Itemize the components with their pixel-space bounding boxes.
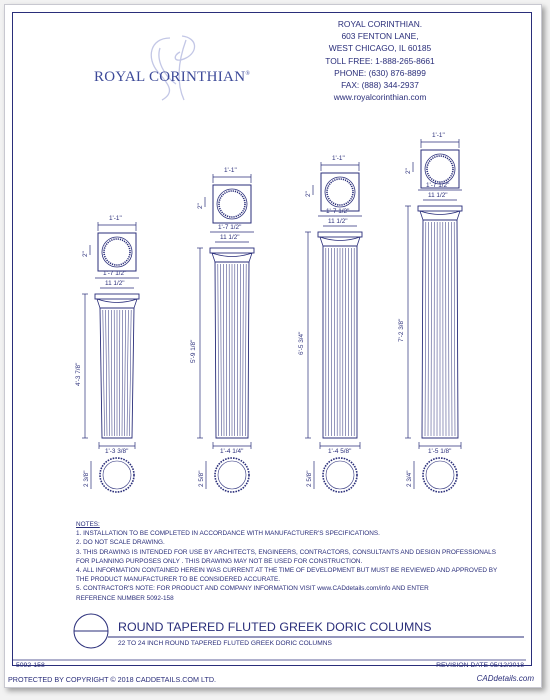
company-fax: FAX: (888) 344-2937 <box>341 80 419 91</box>
column-height-label: 5'-9 1/8" <box>190 339 197 363</box>
neck-width-label: 11 1/2" <box>220 234 240 241</box>
cap-height-label: 2" <box>305 191 312 197</box>
section-dim-label: 2 5/8" <box>306 470 313 487</box>
company-address-2: WEST CHICAGO, IL 60185 <box>328 43 432 54</box>
note-line: 5. CONTRACTOR'S NOTE: FOR PRODUCT AND COMPANY INFORMATION VISIT www.CADdetails.com/info AND ENTER <box>76 585 429 593</box>
top-width-label: 1'-7 1/2" <box>426 182 450 189</box>
note-line: FOR PLANNING PURPOSES ONLY . THIS DRAWING MAY NOT BE USED FOR CONSTRUCTION. <box>76 557 363 565</box>
company-address-1: 603 FENTON LANE, <box>341 31 419 42</box>
column-height-label: 6'-5 3/4" <box>298 331 305 355</box>
neck-width-label: 11 1/2" <box>328 218 348 225</box>
drawing-title: ROUND TAPERED FLUTED GREEK DORIC COLUMNS <box>118 620 432 634</box>
cap-height-label: 2" <box>405 168 412 174</box>
column-height-label: 7'-2 3/8" <box>398 318 405 342</box>
logo-wordmark: ROYAL CORINTHIAN® <box>94 69 251 85</box>
caddetails-brand[interactable]: CADdetails.com <box>476 674 534 683</box>
drawing-subtitle: 22 TO 24 INCH ROUND TAPERED FLUTED GREEK DORIC COLUMNS <box>118 640 332 647</box>
cap-width-label: 1'-1" <box>224 167 237 174</box>
note-line: REFERENCE NUMBER 5092-158 <box>76 594 174 602</box>
top-width-label: 1'-7 1/2" <box>326 208 350 215</box>
base-width-label: 1'-4 1/4" <box>220 448 244 455</box>
section-dim-label: 2 3/4" <box>406 470 413 487</box>
note-line: 1. INSTALLATION TO BE COMPLETED IN ACCORDANCE WITH MANUFACTURER'S SPECIFICATIONS. <box>76 530 380 538</box>
company-toll-free: TOLL FREE: 1-888-265-8661 <box>325 55 435 66</box>
neck-width-label: 11 1/2" <box>105 280 125 287</box>
company-website[interactable]: www.royalcorinthian.com <box>333 92 427 103</box>
cap-width-label: 1'-1" <box>332 155 345 162</box>
reference-number: 5092-158 <box>16 662 45 669</box>
base-width-label: 1'-5 1/8" <box>428 448 452 455</box>
base-width-label: 1'-3 3/8" <box>105 448 129 455</box>
cap-height-label: 2" <box>197 203 204 209</box>
note-line: 4. ALL INFORMATION CONTAINED HEREIN WAS CURRENT AT THE TIME OF DEVELOPMENT BUT MUST BE REVIEWED AND APPROVED BY <box>76 567 498 575</box>
neck-width-label: 11 1/2" <box>428 192 448 199</box>
base-width-label: 1'-4 5/8" <box>328 448 352 455</box>
note-line: THE PRODUCT MANUFACTURER TO BE CONSIDERED ACCURATE. <box>76 576 281 584</box>
cap-width-label: 1'-1" <box>109 215 122 222</box>
top-width-label: 1'-7 1/2" <box>218 224 242 231</box>
top-width-label: 1'-7 1/2" <box>103 270 127 277</box>
revision-date: REVISION DATE 05/12/2018 <box>436 662 524 669</box>
notes-heading: NOTES: <box>76 521 100 528</box>
section-dim-label: 2 3/8" <box>83 470 90 487</box>
cap-width-label: 1'-1" <box>432 132 445 139</box>
company-phone: PHONE: (630) 876-8899 <box>334 67 426 78</box>
cap-height-label: 2" <box>82 251 89 257</box>
section-dim-label: 2 5/8" <box>198 470 205 487</box>
note-line: 2. DO NOT SCALE DRAWING. <box>76 539 165 547</box>
note-line: 3. THIS DRAWING IS INTENDED FOR USE BY ARCHITECTS, ENGINEERS, CONTRACTORS, CONSULTANTS AND DESIGN PROFESSIONALS <box>76 548 496 556</box>
column-height-label: 4'-3 7/8" <box>75 362 82 386</box>
company-name: ROYAL CORINTHIAN. <box>337 19 423 29</box>
copyright-notice: PROTECTED BY COPYRIGHT © 2018 CADDETAILS.COM LTD. <box>8 675 217 684</box>
